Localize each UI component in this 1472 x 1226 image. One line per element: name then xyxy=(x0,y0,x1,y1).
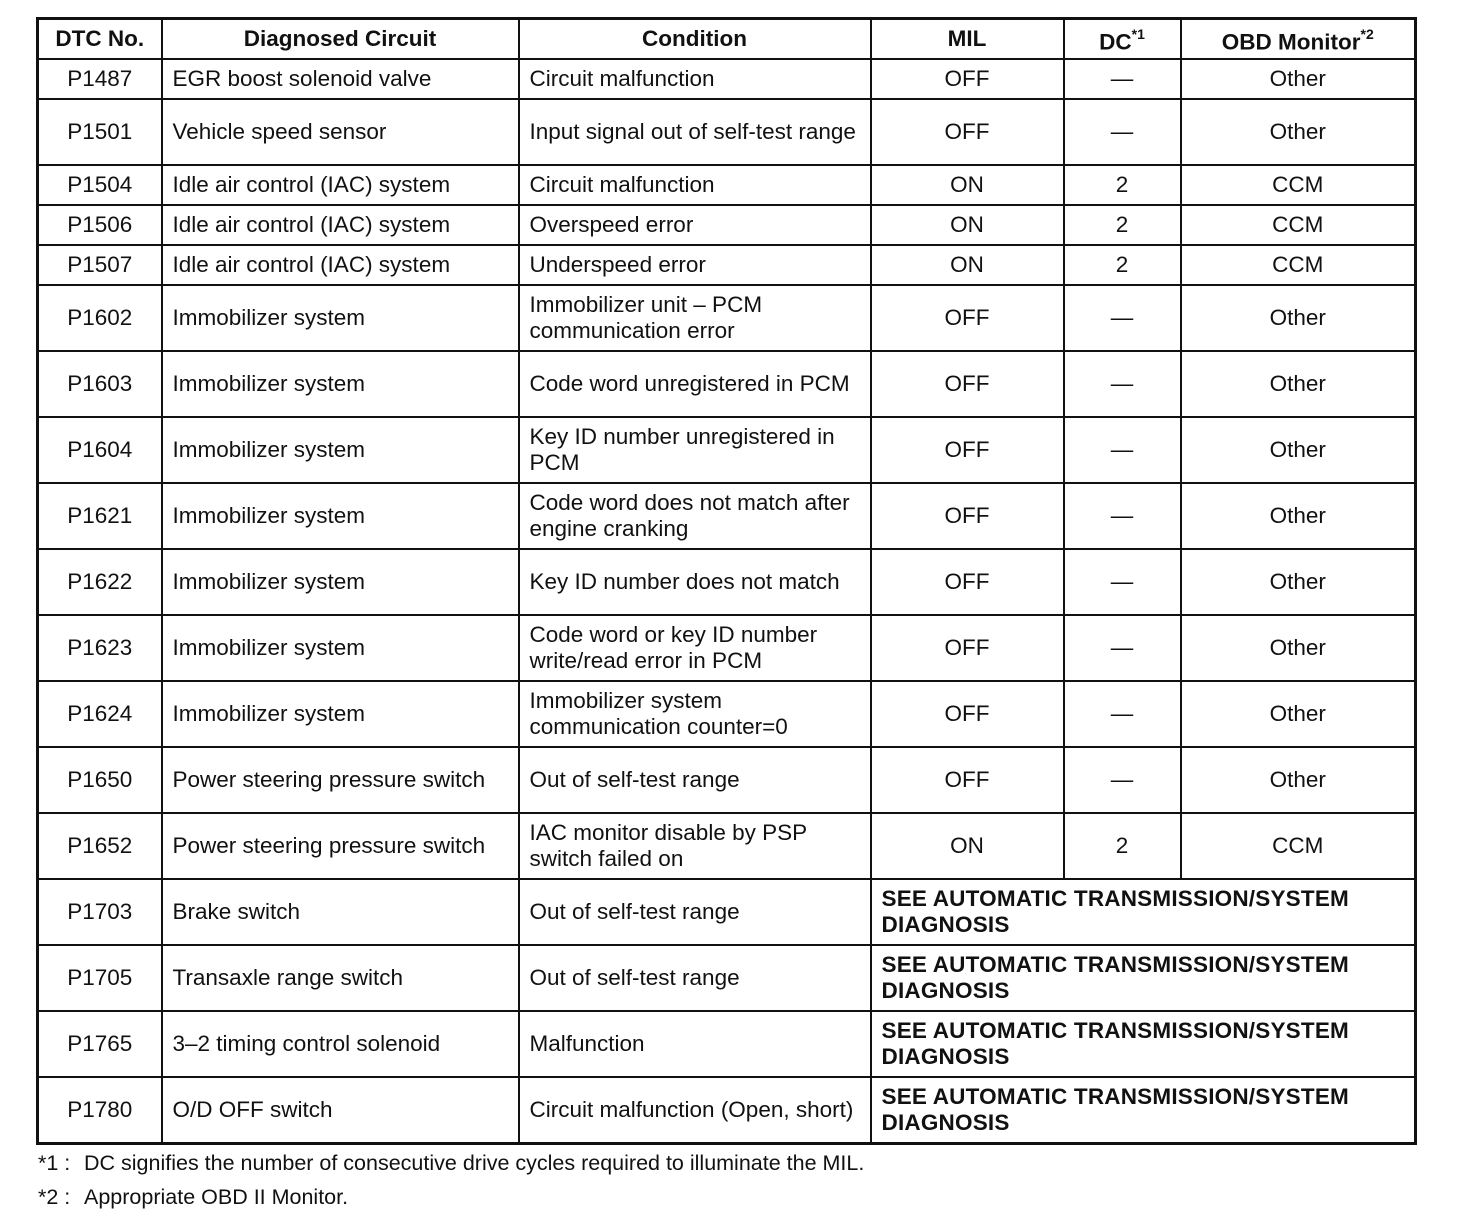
dtc-code-cell: P1780 xyxy=(38,1077,162,1144)
table-row xyxy=(38,615,1416,681)
dtc-code-cell: P1705 xyxy=(38,945,162,1011)
condition-cell: Overspeed error xyxy=(519,205,871,245)
diagnosed-circuit-cell: Immobilizer system xyxy=(162,417,519,483)
header-row xyxy=(38,19,1416,60)
diagnosed-circuit-cell: Power steering pressure switch xyxy=(162,747,519,813)
condition-cell: Code word unregistered in PCM xyxy=(519,351,871,417)
condition-cell: Circuit malfunction xyxy=(519,59,871,99)
dtc-code-cell: P1603 xyxy=(38,351,162,417)
condition-cell: Code word does not match after engine cranking xyxy=(519,483,871,549)
condition-cell: Circuit malfunction (Open, short) xyxy=(519,1077,871,1144)
mil-cell: OFF xyxy=(871,615,1064,681)
table-row xyxy=(38,681,1416,747)
obd-monitor-cell: Other xyxy=(1181,483,1416,549)
table-row xyxy=(38,747,1416,813)
table-row xyxy=(38,945,1416,1011)
dtc-code-cell: P1650 xyxy=(38,747,162,813)
diagnosed-circuit-cell: Immobilizer system xyxy=(162,615,519,681)
dc-cell: — xyxy=(1064,615,1181,681)
dtc-code-cell: P1624 xyxy=(38,681,162,747)
dtc-code-cell: P1487 xyxy=(38,59,162,99)
dtc-code-cell: P1602 xyxy=(38,285,162,351)
mil-cell: OFF xyxy=(871,59,1064,99)
table-row xyxy=(38,245,1416,285)
header-condition: Condition xyxy=(519,19,871,60)
condition-cell: Key ID number unregistered in PCM xyxy=(519,417,871,483)
dc-cell: — xyxy=(1064,681,1181,747)
condition-cell: Code word or key ID number write/read error in PCM xyxy=(519,615,871,681)
diagnosed-circuit-cell: Power steering pressure switch xyxy=(162,813,519,879)
dc-cell: 2 xyxy=(1064,165,1181,205)
table-row xyxy=(38,879,1416,945)
condition-cell: Immobilizer unit – PCM communication error xyxy=(519,285,871,351)
dtc-code-cell: P1622 xyxy=(38,549,162,615)
dtc-code-cell: P1652 xyxy=(38,813,162,879)
diagnosed-circuit-cell: Idle air control (IAC) system xyxy=(162,165,519,205)
table-row xyxy=(38,1077,1416,1144)
mil-cell: OFF xyxy=(871,549,1064,615)
dc-cell: — xyxy=(1064,747,1181,813)
table-body xyxy=(38,59,1416,1144)
mil-cell: OFF xyxy=(871,99,1064,165)
dtc-code-cell: P1604 xyxy=(38,417,162,483)
footnote-1 xyxy=(38,1146,864,1180)
table-row xyxy=(38,285,1416,351)
header-obd-label: OBD Monitor xyxy=(1221,29,1361,55)
diagnosed-circuit-cell: Transaxle range switch xyxy=(162,945,519,1011)
dc-cell: — xyxy=(1064,285,1181,351)
header-dc-label: DC xyxy=(1099,29,1132,55)
diagnosed-circuit-cell: Immobilizer system xyxy=(162,549,519,615)
header-dtc: DTC No. xyxy=(38,19,162,60)
footnote-mark: *1 : xyxy=(38,1151,71,1175)
dtc-code-cell: P1621 xyxy=(38,483,162,549)
diagnosed-circuit-cell: Immobilizer system xyxy=(162,681,519,747)
diagnosed-circuit-cell: Brake switch xyxy=(162,879,519,945)
header-dc xyxy=(1064,19,1181,60)
obd-monitor-cell: Other xyxy=(1181,351,1416,417)
condition-cell: Input signal out of self-test range xyxy=(519,99,871,165)
condition-cell: Circuit malfunction xyxy=(519,165,871,205)
diagnosed-circuit-cell: Idle air control (IAC) system xyxy=(162,245,519,285)
dc-cell: — xyxy=(1064,549,1181,615)
table-row xyxy=(38,813,1416,879)
see-reference-cell: SEE AUTOMATIC TRANSMISSION/SYSTEM DIAGNOSIS xyxy=(871,1077,1416,1144)
condition-cell: IAC monitor disable by PSP switch failed on xyxy=(519,813,871,879)
see-reference-cell: SEE AUTOMATIC TRANSMISSION/SYSTEM DIAGNOSIS xyxy=(871,879,1416,945)
header-circuit: Diagnosed Circuit xyxy=(162,19,519,60)
see-reference-cell: SEE AUTOMATIC TRANSMISSION/SYSTEM DIAGNOSIS xyxy=(871,1011,1416,1077)
dc-cell: — xyxy=(1064,417,1181,483)
obd-monitor-cell: Other xyxy=(1181,99,1416,165)
mil-cell: OFF xyxy=(871,681,1064,747)
dc-cell: 2 xyxy=(1064,813,1181,879)
diagnosed-circuit-cell: O/D OFF switch xyxy=(162,1077,519,1144)
mil-cell: ON xyxy=(871,205,1064,245)
obd-monitor-cell: Other xyxy=(1181,59,1416,99)
diagnosed-circuit-cell: EGR boost solenoid valve xyxy=(162,59,519,99)
condition-cell: Key ID number does not match xyxy=(519,549,871,615)
diagnosed-circuit-cell: Immobilizer system xyxy=(162,483,519,549)
mil-cell: OFF xyxy=(871,483,1064,549)
dtc-code-cell: P1703 xyxy=(38,879,162,945)
dc-cell: — xyxy=(1064,99,1181,165)
obd-monitor-cell: Other xyxy=(1181,417,1416,483)
table-row xyxy=(38,99,1416,165)
obd-monitor-cell: CCM xyxy=(1181,165,1416,205)
dc-cell: 2 xyxy=(1064,205,1181,245)
dc-cell: — xyxy=(1064,351,1181,417)
header-obd-monitor xyxy=(1181,19,1416,60)
table-row xyxy=(38,351,1416,417)
dtc-code-cell: P1504 xyxy=(38,165,162,205)
mil-cell: ON xyxy=(871,813,1064,879)
see-reference-cell: SEE AUTOMATIC TRANSMISSION/SYSTEM DIAGNOSIS xyxy=(871,945,1416,1011)
table-row xyxy=(38,417,1416,483)
dtc-code-cell: P1501 xyxy=(38,99,162,165)
condition-cell: Out of self-test range xyxy=(519,747,871,813)
obd-monitor-cell: Other xyxy=(1181,285,1416,351)
footnote-2 xyxy=(38,1180,864,1214)
condition-cell: Immobilizer system communication counter=0 xyxy=(519,681,871,747)
dc-cell: — xyxy=(1064,483,1181,549)
dtc-code-cell: P1507 xyxy=(38,245,162,285)
footnote-mark: *2 : xyxy=(38,1185,71,1209)
table-row xyxy=(38,165,1416,205)
obd-monitor-cell: CCM xyxy=(1181,205,1416,245)
footnote-text: Appropriate OBD II Monitor. xyxy=(84,1185,349,1209)
table-row xyxy=(38,483,1416,549)
table-row xyxy=(38,205,1416,245)
obd-monitor-cell: Other xyxy=(1181,615,1416,681)
condition-cell: Out of self-test range xyxy=(519,879,871,945)
mil-cell: OFF xyxy=(871,417,1064,483)
footnotes xyxy=(38,1146,864,1214)
dc-cell: 2 xyxy=(1064,245,1181,285)
condition-cell: Malfunction xyxy=(519,1011,871,1077)
obd-monitor-cell: Other xyxy=(1181,549,1416,615)
condition-cell: Out of self-test range xyxy=(519,945,871,1011)
mil-cell: ON xyxy=(871,165,1064,205)
mil-cell: ON xyxy=(871,245,1064,285)
table-row xyxy=(38,59,1416,99)
header-obd-footnote-mark: *2 xyxy=(1360,25,1374,42)
dtc-code-cell: P1623 xyxy=(38,615,162,681)
diagnosed-circuit-cell: Idle air control (IAC) system xyxy=(162,205,519,245)
diagnosed-circuit-cell: 3–2 timing control solenoid xyxy=(162,1011,519,1077)
table-row xyxy=(38,549,1416,615)
dc-cell: — xyxy=(1064,59,1181,99)
mil-cell: OFF xyxy=(871,747,1064,813)
dtc-code-cell: P1506 xyxy=(38,205,162,245)
obd-monitor-cell: Other xyxy=(1181,747,1416,813)
header-mil: MIL xyxy=(871,19,1064,60)
obd-monitor-cell: CCM xyxy=(1181,813,1416,879)
condition-cell: Underspeed error xyxy=(519,245,871,285)
mil-cell: OFF xyxy=(871,285,1064,351)
footnote-text: DC signifies the number of consecutive drive cycles required to illuminate the MIL. xyxy=(84,1151,865,1175)
table-row xyxy=(38,1011,1416,1077)
obd-monitor-cell: Other xyxy=(1181,681,1416,747)
diagnosed-circuit-cell: Vehicle speed sensor xyxy=(162,99,519,165)
dtc-table xyxy=(36,17,1417,1145)
diagnosed-circuit-cell: Immobilizer system xyxy=(162,285,519,351)
diagnosed-circuit-cell: Immobilizer system xyxy=(162,351,519,417)
header-dc-footnote-mark: *1 xyxy=(1131,25,1145,42)
obd-monitor-cell: CCM xyxy=(1181,245,1416,285)
dtc-code-cell: P1765 xyxy=(38,1011,162,1077)
mil-cell: OFF xyxy=(871,351,1064,417)
